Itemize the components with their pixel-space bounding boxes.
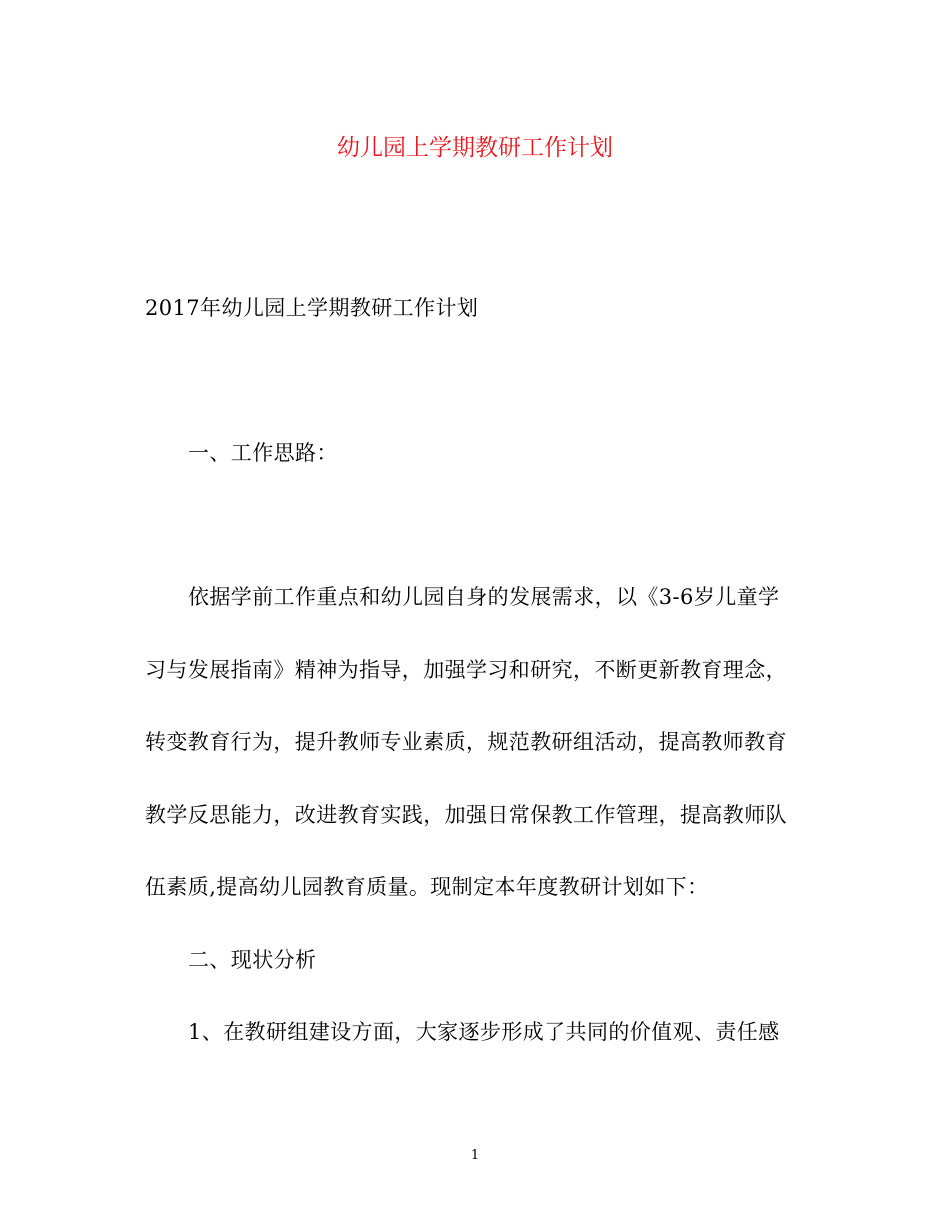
document-title: 幼儿园上学期教研工作计划 — [337, 135, 613, 161]
section-heading-status-analysis: 二、现状分析 — [188, 948, 317, 972]
page-number: 1 — [470, 1148, 480, 1163]
paragraph-line: 转变教育行为，提升教师专业素质，规范教研组活动，提高教师教育 — [145, 730, 787, 754]
list-item: 1、在教研组建设方面，大家逐步形成了共同的价值观、责任感 — [188, 1020, 780, 1044]
paragraph-line: 教学反思能力，改进教育实践，加强日常保教工作管理，提高教师队 — [145, 803, 787, 827]
paragraph-line: 依据学前工作重点和幼儿园自身的发展需求，以《3-6岁儿童学 — [188, 585, 780, 609]
section-heading-work-ideas: 一、工作思路： — [188, 441, 338, 465]
document-subtitle: 2017年幼儿园上学期教研工作计划 — [145, 296, 479, 320]
paragraph-line: 习与发展指南》精神为指导，加强学习和研究，不断更新教育理念， — [145, 658, 787, 682]
paragraph-line: 伍素质,提高幼儿园教育质量。现制定本年度教研计划如下： — [145, 875, 709, 899]
